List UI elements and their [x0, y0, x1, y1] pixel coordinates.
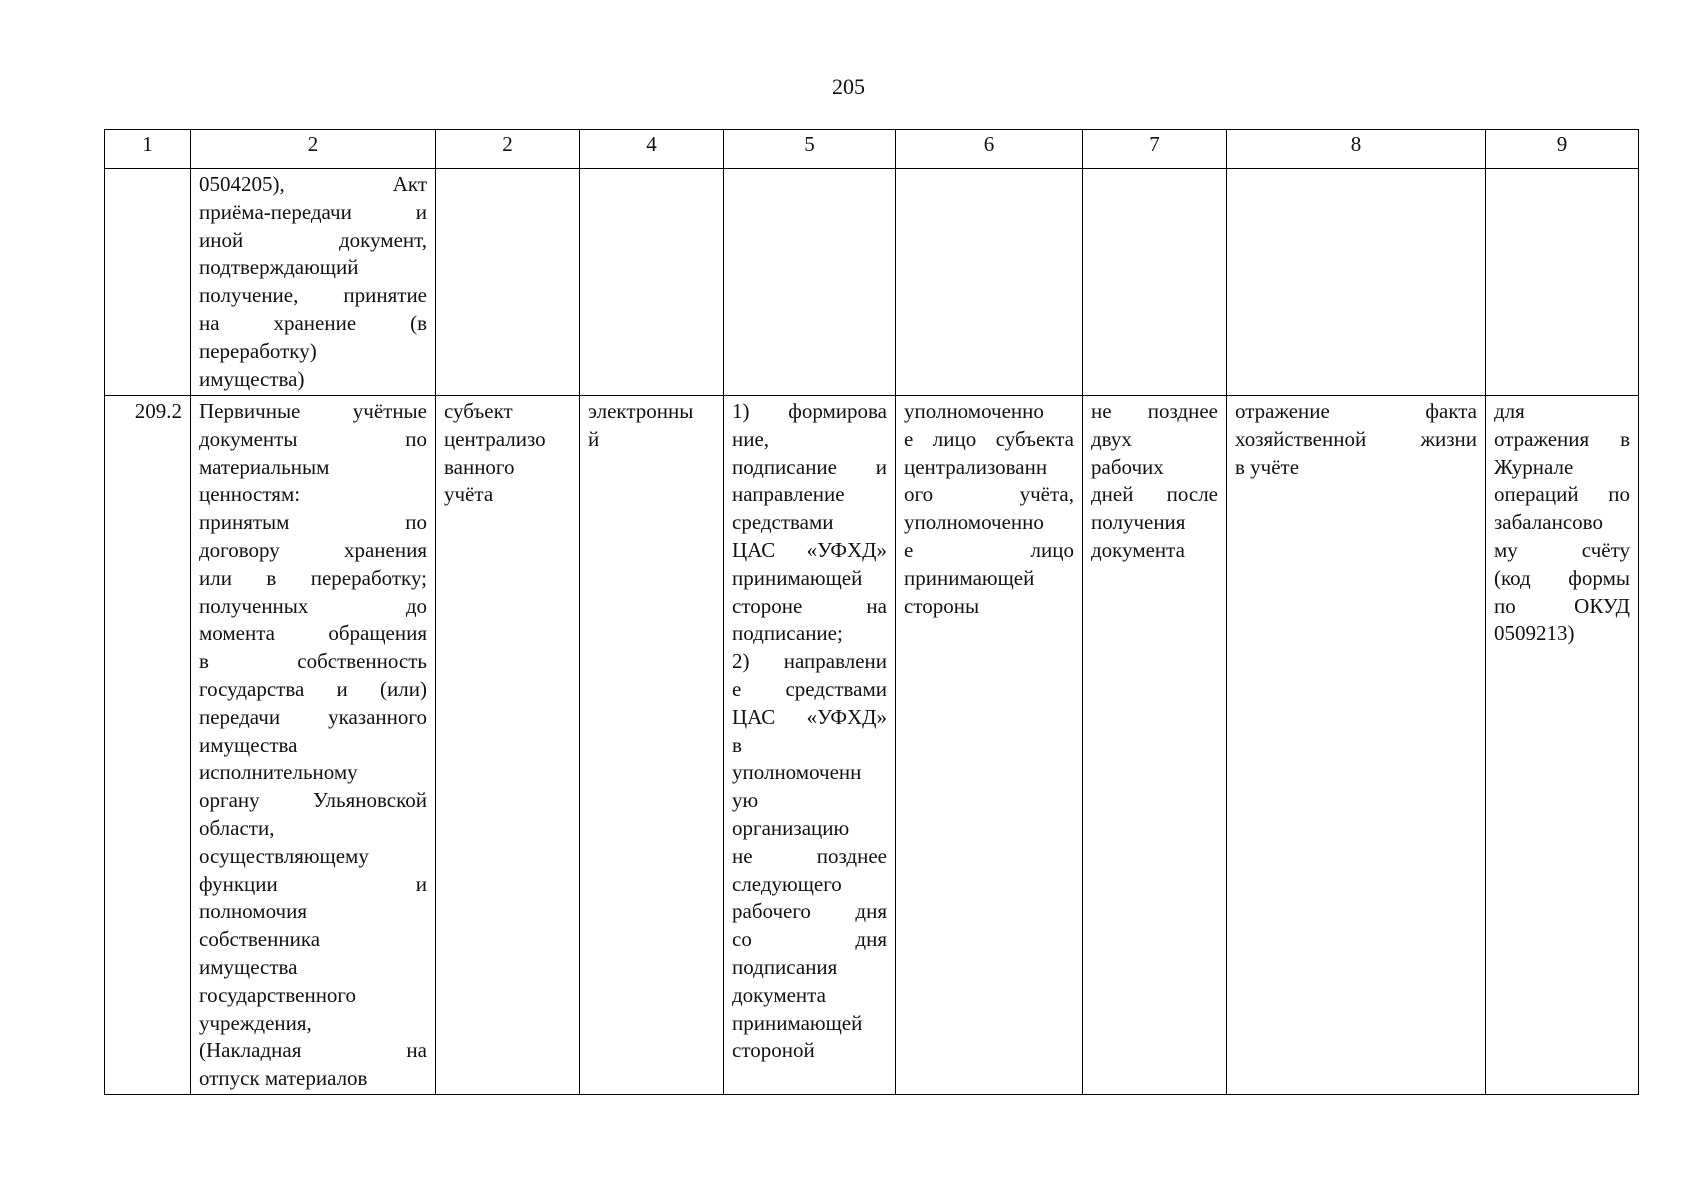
- cell-text-line: материальным: [199, 454, 330, 479]
- cell-text-line: полученных до: [199, 593, 427, 618]
- cell-text-line: следующего: [732, 871, 842, 896]
- cell-text-line: по ОКУД: [1494, 593, 1630, 618]
- responsible-person-cell: [896, 169, 1083, 396]
- cell-text-line: хозяйственной жизни: [1235, 426, 1477, 451]
- cell-text-line: организацию: [732, 815, 850, 840]
- document-form-cell: [580, 396, 724, 1095]
- cell-text-line: в собственность: [199, 649, 427, 674]
- cell-text-line: функции и: [199, 871, 427, 896]
- cell-text-line: стороны: [904, 593, 980, 618]
- cell-text-line: принимающей: [732, 1010, 863, 1035]
- cell-text-line: документы по: [199, 426, 427, 451]
- cell-text-line: уполномоченно: [904, 399, 1044, 423]
- cell-text-line: 0504205), Акт: [199, 172, 427, 196]
- cell-text-line: ЦАС «УФХД»: [732, 537, 887, 562]
- cell-text-line: (Накладная на: [199, 1038, 427, 1063]
- cell-text-line: подписание и: [732, 454, 887, 479]
- page-number: 205: [832, 74, 865, 99]
- cell-text-line: в учёте: [1235, 454, 1300, 479]
- cell-text-line: на хранение (в: [199, 310, 427, 335]
- cell-text-line: стороной: [732, 1038, 815, 1063]
- cell-text-line: учреждения,: [199, 1010, 312, 1035]
- cell-text-line: Журнале: [1494, 454, 1574, 479]
- document-form-cell: [580, 169, 724, 396]
- header-cell: 8: [1227, 130, 1486, 169]
- cell-text-line: дней после: [1091, 482, 1218, 507]
- responsible-subject-cell: [436, 169, 580, 396]
- cell-text-line: подписания: [732, 954, 838, 979]
- header-cell: 2: [436, 130, 580, 169]
- cell-text-line: электронны: [588, 399, 694, 423]
- header-cell: 9: [1486, 130, 1639, 169]
- cell-text-line: направление: [732, 482, 845, 507]
- cell-text-line: рабочего дня: [732, 899, 887, 924]
- purpose-cell: [1227, 169, 1486, 396]
- document-description-cell: [191, 396, 436, 1095]
- cell-text-line: 2) направлени: [732, 649, 887, 674]
- cell-text-line: государства и (или): [199, 676, 427, 701]
- cell-text-line: уполномоченн: [732, 760, 862, 785]
- cell-text-line: централизо: [444, 426, 546, 451]
- cell-text-line: е лицо: [904, 537, 1074, 562]
- cell-text-line: получения: [1091, 510, 1186, 535]
- cell-text-line: уполномоченно: [904, 510, 1044, 535]
- procedure-cell: [724, 396, 896, 1095]
- cell-text-line: или в переработку;: [199, 565, 427, 590]
- cell-text-line: ЦАС «УФХД»: [732, 704, 887, 729]
- cell-text-line: Первичные учётные: [199, 399, 427, 423]
- cell-text-line: документа: [732, 982, 826, 1007]
- cell-text-line: централизованн: [904, 454, 1048, 479]
- cell-text-line: ние,: [732, 426, 770, 451]
- header-cell: 4: [580, 130, 724, 169]
- cell-text-line: средствами: [732, 510, 834, 535]
- cell-text-line: учёта: [444, 482, 494, 507]
- cell-text-line: принятым по: [199, 510, 427, 535]
- cell-text-line: стороне на: [732, 593, 887, 618]
- cell-text-line: имущества): [199, 366, 305, 391]
- cell-text-line: исполнительному: [199, 760, 358, 785]
- cell-text-line: е лицо субъекта: [904, 426, 1074, 451]
- cell-text-line: й: [588, 426, 600, 451]
- cell-text-line: принимающей: [904, 565, 1035, 590]
- header-cell: 5: [724, 130, 896, 169]
- header-cell: 1: [105, 130, 191, 169]
- cell-text-line: для: [1494, 399, 1525, 423]
- cell-text-line: области,: [199, 815, 275, 840]
- cell-text-line: отражение факта: [1235, 399, 1477, 423]
- cell-text-line: передачи указанного: [199, 704, 427, 729]
- cell-text-line: двух: [1091, 426, 1132, 451]
- cell-text-line: приёма-передачи и: [199, 199, 427, 224]
- row-number-cell: [105, 169, 191, 396]
- table-row: [105, 169, 1639, 396]
- document-table: [104, 129, 1639, 1095]
- cell-text-line: отражения в: [1494, 426, 1630, 451]
- cell-text-line: принимающей: [732, 565, 863, 590]
- cell-text-line: органу Ульяновской: [199, 788, 427, 813]
- cell-text-line: ого учёта,: [904, 482, 1074, 507]
- cell-text-line: полномочия: [199, 899, 307, 924]
- cell-text-line: в: [732, 732, 742, 757]
- cell-text-line: рабочих: [1091, 454, 1164, 479]
- cell-text-line: имущества: [199, 954, 298, 979]
- cell-text-line: е средствами: [732, 676, 887, 701]
- cell-text-line: получение, принятие: [199, 283, 427, 308]
- cell-text-line: имущества: [199, 732, 298, 757]
- table-header-row: [105, 130, 1639, 169]
- header-cell: 7: [1083, 130, 1227, 169]
- cell-text-line: подтверждающий: [199, 255, 359, 280]
- note-cell: [1486, 396, 1639, 1095]
- cell-text-line: подписание;: [732, 621, 843, 646]
- header-cell: 6: [896, 130, 1083, 169]
- note-cell: [1486, 169, 1639, 396]
- deadline-cell: [1083, 396, 1227, 1095]
- cell-text-line: ванного: [444, 454, 515, 479]
- cell-text-line: (код формы: [1494, 565, 1630, 590]
- cell-text-line: отпуск материалов: [199, 1066, 368, 1091]
- cell-text-line: государственного: [199, 982, 357, 1007]
- cell-text-line: му счёту: [1494, 537, 1630, 562]
- cell-text-line: не позднее: [1091, 399, 1218, 423]
- cell-text-line: 1) формирова: [732, 399, 887, 423]
- header-cell: 2: [191, 130, 436, 169]
- cell-text-line: ую: [732, 788, 759, 813]
- deadline-cell: [1083, 169, 1227, 396]
- cell-text-line: со дня: [732, 927, 887, 952]
- cell-text-line: переработку): [199, 338, 317, 363]
- document-description-cell: [191, 169, 436, 396]
- cell-text-line: собственника: [199, 927, 321, 952]
- cell-text-line: 0509213): [1494, 621, 1575, 646]
- cell-text-line: иной документ,: [199, 227, 427, 252]
- row-number-cell: 209.2: [105, 396, 191, 1095]
- cell-text-line: не позднее: [732, 843, 887, 868]
- procedure-cell: [724, 169, 896, 396]
- cell-text-line: договору хранения: [199, 537, 427, 562]
- purpose-cell: [1227, 396, 1486, 1095]
- cell-text-line: забалансово: [1494, 510, 1603, 535]
- responsible-subject-cell: [436, 396, 580, 1095]
- responsible-person-cell: [896, 396, 1083, 1095]
- cell-text-line: документа: [1091, 537, 1185, 562]
- cell-text-line: субъект: [444, 399, 513, 423]
- table-row: [105, 396, 1639, 1095]
- cell-text-line: операций по: [1494, 482, 1630, 507]
- cell-text-line: осуществляющему: [199, 843, 369, 868]
- cell-text-line: ценностям:: [199, 482, 301, 507]
- cell-text-line: момента обращения: [199, 621, 427, 646]
